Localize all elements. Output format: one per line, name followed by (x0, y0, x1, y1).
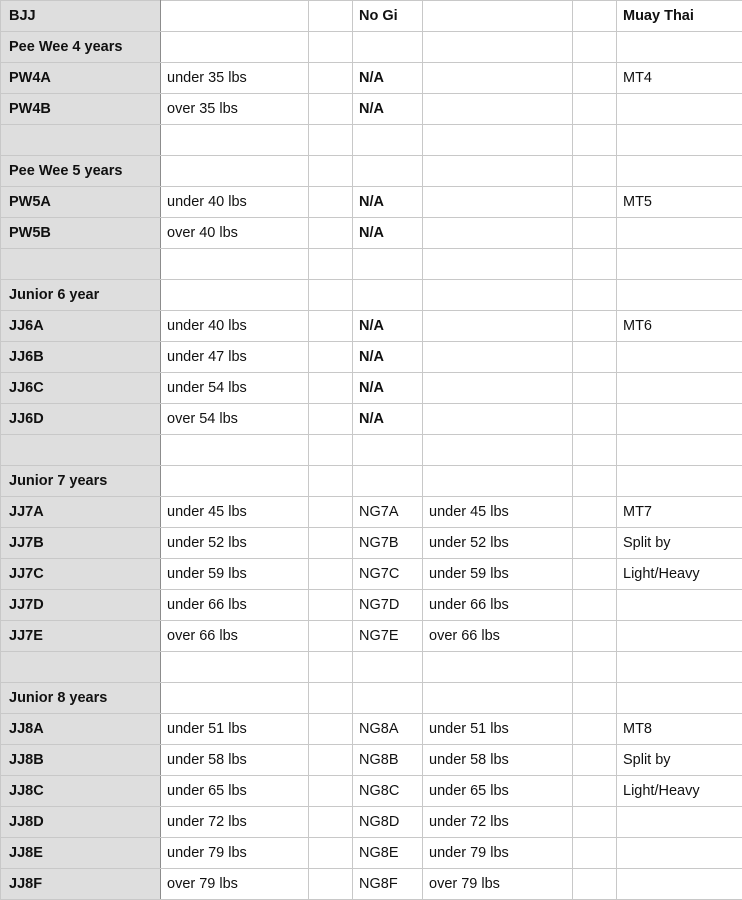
table-cell[interactable]: under 58 lbs (161, 745, 309, 776)
table-cell[interactable] (423, 435, 573, 466)
division-code-cell[interactable]: JJ6A (1, 311, 161, 342)
table-cell[interactable] (573, 621, 617, 652)
no-gi-code-cell[interactable] (353, 125, 423, 156)
table-cell[interactable]: under 72 lbs (423, 807, 573, 838)
no-gi-code-cell[interactable]: N/A (353, 404, 423, 435)
table-cell[interactable] (573, 745, 617, 776)
no-gi-code-cell[interactable]: N/A (353, 63, 423, 94)
table-row (1, 621, 742, 652)
no-gi-code-cell[interactable]: N/A (353, 342, 423, 373)
table-cell[interactable] (309, 838, 353, 869)
table-cell[interactable]: under 65 lbs (423, 776, 573, 807)
division-code-cell[interactable]: JJ7C (1, 559, 161, 590)
table-cell[interactable] (573, 94, 617, 125)
table-row (1, 776, 742, 807)
table-cell[interactable] (309, 807, 353, 838)
muay-thai-cell[interactable]: MT4 (617, 63, 742, 94)
table-cell[interactable] (309, 342, 353, 373)
division-code-cell[interactable]: JJ6B (1, 342, 161, 373)
table-cell[interactable] (309, 714, 353, 745)
table-cell[interactable] (161, 280, 309, 311)
muay-thai-cell[interactable] (617, 807, 742, 838)
table-row (1, 838, 742, 869)
table-cell[interactable] (573, 466, 617, 497)
table-cell[interactable] (309, 745, 353, 776)
table-cell[interactable]: under 66 lbs (423, 590, 573, 621)
muay-thai-cell[interactable] (617, 466, 742, 497)
table-cell[interactable] (161, 249, 309, 280)
table-cell[interactable] (423, 249, 573, 280)
table-cell[interactable] (309, 683, 353, 714)
table-row (1, 404, 742, 435)
table-row (1, 559, 742, 590)
table-cell[interactable] (309, 311, 353, 342)
muay-thai-cell[interactable] (617, 838, 742, 869)
table-row (1, 497, 742, 528)
division-code-cell[interactable]: Junior 7 years (1, 466, 161, 497)
muay-thai-cell[interactable] (617, 280, 742, 311)
table-cell[interactable] (161, 156, 309, 187)
table-cell[interactable] (423, 311, 573, 342)
table-cell[interactable] (423, 404, 573, 435)
table-cell[interactable] (309, 435, 353, 466)
muay-thai-cell[interactable] (617, 249, 742, 280)
no-gi-code-cell[interactable]: NG7C (353, 559, 423, 590)
no-gi-code-cell[interactable]: NG8B (353, 745, 423, 776)
table-row (1, 249, 742, 280)
table-cell[interactable] (161, 125, 309, 156)
header-cell[interactable] (309, 1, 353, 32)
division-code-cell[interactable]: JJ7B (1, 528, 161, 559)
table-cell[interactable] (309, 94, 353, 125)
no-gi-code-cell[interactable] (353, 652, 423, 683)
table-cell[interactable] (161, 32, 309, 63)
table-cell[interactable]: under 52 lbs (161, 528, 309, 559)
table-row (1, 280, 742, 311)
table-cell[interactable] (573, 342, 617, 373)
table-row (1, 745, 742, 776)
table-row (1, 683, 742, 714)
table-row (1, 63, 742, 94)
muay-thai-cell[interactable]: Split by (617, 528, 742, 559)
table-cell[interactable]: over 79 lbs (423, 869, 573, 900)
table-cell[interactable] (573, 435, 617, 466)
no-gi-code-cell[interactable]: N/A (353, 311, 423, 342)
division-code-cell[interactable] (1, 249, 161, 280)
table-cell[interactable]: over 66 lbs (161, 621, 309, 652)
header-cell[interactable] (573, 1, 617, 32)
table-cell[interactable] (309, 280, 353, 311)
division-code-cell[interactable]: JJ8A (1, 714, 161, 745)
no-gi-code-cell[interactable]: NG7B (353, 528, 423, 559)
muay-thai-cell[interactable]: Split by (617, 745, 742, 776)
table-cell[interactable] (309, 373, 353, 404)
division-code-cell[interactable]: JJ6C (1, 373, 161, 404)
division-code-cell[interactable]: Junior 8 years (1, 683, 161, 714)
table-cell[interactable] (309, 559, 353, 590)
no-gi-code-cell[interactable]: NG7E (353, 621, 423, 652)
muay-thai-cell[interactable] (617, 32, 742, 63)
table-cell[interactable]: under 40 lbs (161, 187, 309, 218)
table-row (1, 187, 742, 218)
table-row (1, 807, 742, 838)
division-code-cell[interactable]: PW5A (1, 187, 161, 218)
table-row (1, 311, 742, 342)
table-cell[interactable] (573, 125, 617, 156)
table-cell[interactable] (161, 652, 309, 683)
no-gi-code-cell[interactable] (353, 280, 423, 311)
table-cell[interactable]: over 79 lbs (161, 869, 309, 900)
no-gi-code-cell[interactable] (353, 249, 423, 280)
header-cell-muay-thai[interactable]: Muay Thai (617, 1, 742, 32)
table-cell[interactable]: under 59 lbs (423, 559, 573, 590)
division-code-cell[interactable] (1, 652, 161, 683)
table-row (1, 218, 742, 249)
table-cell[interactable] (573, 156, 617, 187)
table-cell[interactable] (309, 404, 353, 435)
header-cell[interactable] (161, 1, 309, 32)
table-cell[interactable] (573, 373, 617, 404)
muay-thai-cell[interactable]: MT5 (617, 187, 742, 218)
muay-thai-cell[interactable] (617, 94, 742, 125)
table-cell[interactable] (161, 683, 309, 714)
no-gi-code-cell[interactable]: N/A (353, 187, 423, 218)
table-cell[interactable] (309, 32, 353, 63)
table-cell[interactable] (423, 125, 573, 156)
table-cell[interactable]: over 35 lbs (161, 94, 309, 125)
table-cell[interactable] (309, 187, 353, 218)
table-cell[interactable] (309, 156, 353, 187)
division-code-cell[interactable]: JJ6D (1, 404, 161, 435)
header-row (1, 1, 742, 32)
table-cell[interactable] (573, 187, 617, 218)
division-code-cell[interactable]: PW4B (1, 94, 161, 125)
muay-thai-cell[interactable] (617, 125, 742, 156)
no-gi-code-cell[interactable]: NG7D (353, 590, 423, 621)
table-cell[interactable]: under 45 lbs (423, 497, 573, 528)
table-cell[interactable] (309, 869, 353, 900)
no-gi-code-cell[interactable]: NG8F (353, 869, 423, 900)
muay-thai-cell[interactable] (617, 373, 742, 404)
table-cell[interactable] (573, 280, 617, 311)
muay-thai-cell[interactable]: Light/Heavy (617, 559, 742, 590)
table-cell[interactable] (309, 125, 353, 156)
muay-thai-cell[interactable] (617, 683, 742, 714)
table-row (1, 435, 742, 466)
division-code-cell[interactable]: Pee Wee 4 years (1, 32, 161, 63)
table-cell[interactable]: under 52 lbs (423, 528, 573, 559)
table-cell[interactable] (309, 652, 353, 683)
no-gi-code-cell[interactable]: N/A (353, 94, 423, 125)
header-cell-bjj[interactable]: BJJ (1, 1, 161, 32)
muay-thai-cell[interactable] (617, 404, 742, 435)
table-cell[interactable] (573, 869, 617, 900)
table-cell[interactable] (309, 63, 353, 94)
muay-thai-cell[interactable]: MT8 (617, 714, 742, 745)
table-cell[interactable] (573, 652, 617, 683)
table-cell[interactable] (423, 683, 573, 714)
table-row (1, 373, 742, 404)
table-cell[interactable] (423, 32, 573, 63)
table-cell[interactable] (309, 621, 353, 652)
table-cell[interactable]: under 79 lbs (161, 838, 309, 869)
muay-thai-cell[interactable] (617, 435, 742, 466)
division-code-cell[interactable]: JJ7A (1, 497, 161, 528)
table-cell[interactable] (573, 63, 617, 94)
no-gi-code-cell[interactable]: NG7A (353, 497, 423, 528)
table-cell[interactable]: under 58 lbs (423, 745, 573, 776)
table-cell[interactable] (161, 466, 309, 497)
muay-thai-cell[interactable] (617, 652, 742, 683)
table-cell[interactable] (309, 776, 353, 807)
table-cell[interactable] (309, 249, 353, 280)
table-cell[interactable] (423, 94, 573, 125)
table-cell[interactable] (309, 218, 353, 249)
no-gi-code-cell[interactable]: NG8A (353, 714, 423, 745)
table-cell[interactable] (573, 497, 617, 528)
muay-thai-cell[interactable] (617, 342, 742, 373)
muay-thai-cell[interactable]: MT7 (617, 497, 742, 528)
table-cell[interactable]: under 65 lbs (161, 776, 309, 807)
table-cell[interactable] (573, 807, 617, 838)
table-row (1, 125, 742, 156)
table-cell[interactable] (309, 528, 353, 559)
muay-thai-cell[interactable]: Light/Heavy (617, 776, 742, 807)
table-cell[interactable] (573, 249, 617, 280)
division-code-cell[interactable]: JJ8D (1, 807, 161, 838)
table-cell[interactable]: over 66 lbs (423, 621, 573, 652)
division-code-cell[interactable]: JJ8B (1, 745, 161, 776)
division-code-cell[interactable] (1, 435, 161, 466)
table-cell[interactable]: under 47 lbs (161, 342, 309, 373)
table-cell[interactable] (161, 435, 309, 466)
table-cell[interactable] (309, 590, 353, 621)
table-cell[interactable] (573, 218, 617, 249)
table-cell[interactable]: under 54 lbs (161, 373, 309, 404)
table-row (1, 156, 742, 187)
table-cell[interactable] (423, 63, 573, 94)
table-cell[interactable]: under 45 lbs (161, 497, 309, 528)
table-cell[interactable] (573, 838, 617, 869)
table-row (1, 466, 742, 497)
division-code-cell[interactable]: PW4A (1, 63, 161, 94)
table-row (1, 94, 742, 125)
no-gi-code-cell[interactable]: N/A (353, 218, 423, 249)
muay-thai-cell[interactable]: MT6 (617, 311, 742, 342)
table-row (1, 342, 742, 373)
muay-thai-cell[interactable] (617, 156, 742, 187)
table-cell[interactable]: under 66 lbs (161, 590, 309, 621)
no-gi-code-cell[interactable] (353, 466, 423, 497)
table-row (1, 714, 742, 745)
table-cell[interactable] (423, 652, 573, 683)
no-gi-code-cell[interactable]: NG8C (353, 776, 423, 807)
table-row (1, 528, 742, 559)
table-cell[interactable] (423, 280, 573, 311)
no-gi-code-cell[interactable] (353, 683, 423, 714)
table-body (1, 1, 742, 900)
table-cell[interactable] (423, 466, 573, 497)
division-code-cell[interactable]: PW5B (1, 218, 161, 249)
table-cell[interactable]: under 79 lbs (423, 838, 573, 869)
division-code-cell[interactable]: JJ8E (1, 838, 161, 869)
division-code-cell[interactable]: JJ8C (1, 776, 161, 807)
table-cell[interactable] (309, 466, 353, 497)
header-cell[interactable] (423, 1, 573, 32)
division-code-cell[interactable]: JJ8F (1, 869, 161, 900)
header-cell-no-gi[interactable]: No Gi (353, 1, 423, 32)
muay-thai-cell[interactable] (617, 218, 742, 249)
table-cell[interactable]: under 51 lbs (161, 714, 309, 745)
table-cell[interactable]: over 54 lbs (161, 404, 309, 435)
no-gi-code-cell[interactable] (353, 435, 423, 466)
division-code-cell[interactable] (1, 125, 161, 156)
table-row (1, 32, 742, 63)
no-gi-code-cell[interactable]: N/A (353, 373, 423, 404)
division-code-cell[interactable]: JJ7E (1, 621, 161, 652)
table-row (1, 652, 742, 683)
muay-thai-cell[interactable] (617, 590, 742, 621)
no-gi-code-cell[interactable] (353, 156, 423, 187)
no-gi-code-cell[interactable]: NG8D (353, 807, 423, 838)
table-cell[interactable] (309, 497, 353, 528)
muay-thai-cell[interactable] (617, 869, 742, 900)
table-cell[interactable] (573, 528, 617, 559)
table-row (1, 869, 742, 900)
table-cell[interactable]: under 59 lbs (161, 559, 309, 590)
table-cell[interactable]: under 35 lbs (161, 63, 309, 94)
table-cell[interactable] (423, 373, 573, 404)
table-cell[interactable] (423, 342, 573, 373)
division-code-cell[interactable]: Junior 6 year (1, 280, 161, 311)
no-gi-code-cell[interactable] (353, 32, 423, 63)
table-cell[interactable] (573, 311, 617, 342)
table-cell[interactable] (573, 590, 617, 621)
table-cell[interactable] (423, 218, 573, 249)
muay-thai-cell[interactable] (617, 621, 742, 652)
division-code-cell[interactable]: Pee Wee 5 years (1, 156, 161, 187)
table-cell[interactable]: under 51 lbs (423, 714, 573, 745)
division-code-cell[interactable]: JJ7D (1, 590, 161, 621)
table-cell[interactable] (573, 32, 617, 63)
table-cell[interactable] (573, 714, 617, 745)
table-cell[interactable]: under 40 lbs (161, 311, 309, 342)
table-cell[interactable] (573, 404, 617, 435)
table-cell[interactable] (573, 559, 617, 590)
table-cell[interactable]: over 40 lbs (161, 218, 309, 249)
table-cell[interactable] (423, 187, 573, 218)
no-gi-code-cell[interactable]: NG8E (353, 838, 423, 869)
table-cell[interactable]: under 72 lbs (161, 807, 309, 838)
table-row (1, 590, 742, 621)
table-cell[interactable] (573, 683, 617, 714)
table-cell[interactable] (573, 776, 617, 807)
table-cell[interactable] (423, 156, 573, 187)
